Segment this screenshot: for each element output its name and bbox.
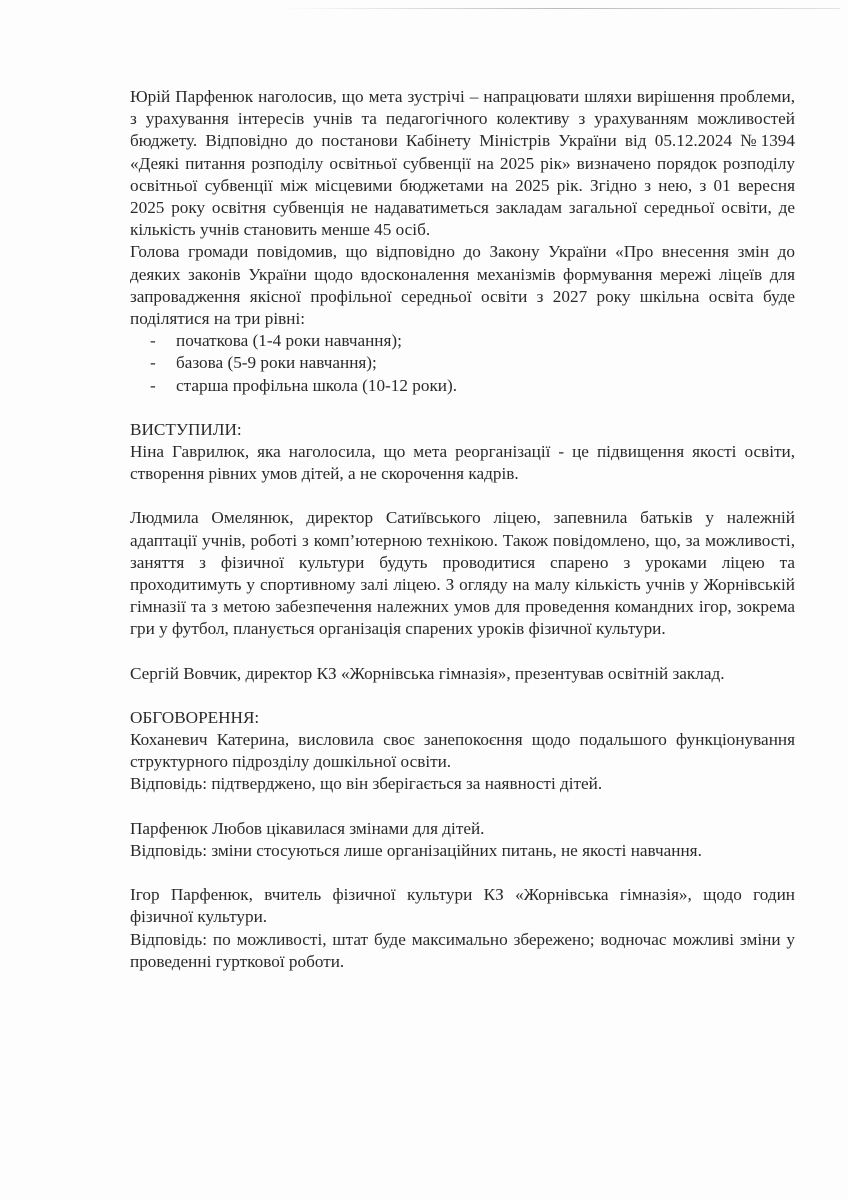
head-paragraph: Голова громади повідомив, що відповідно до Закону України «Про внесення змін до деяких законів України щодо вдосконалення механізмів формування мережі ліцеїв для запровадження якісної профільної середньої освіти з 2027 року шкільна освіта буде поділятися на три рівні:: [130, 242, 795, 329]
list-item-text: базова (5-9 роки навчання);: [176, 353, 377, 373]
discussion-answer: Відповідь: по можливості, штат буде максимально збережено; водночас можливі зміни у проведенні гурткової роботи.: [130, 929, 795, 971]
dash-bullet: -: [150, 353, 156, 373]
speakers-heading: ВИСТУПИЛИ:: [130, 419, 242, 439]
scan-edge-line: [280, 8, 840, 9]
discussion-answer: Відповідь: зміни стосуються лише організаційних питань, не якості навчання.: [130, 840, 702, 860]
discussion-question: Ігор Парфенюк, вчитель фізичної культури КЗ «Жорнівська гімназія», щодо годин фізичної культури.: [130, 885, 795, 927]
list-item-text: старша профільна школа (10-12 роки).: [176, 375, 458, 395]
discussion-answer: Відповідь: підтверджено, що він зберігається за наявності дітей.: [130, 774, 603, 794]
discussion-question: Парфенюк Любов цікавилася змінами для дітей.: [130, 818, 485, 838]
discussion-question: Коханевич Катерина, висловила своє занепокоєння щодо подальшого функціонування структурного підрозділу дошкільної освіти.: [130, 730, 795, 772]
discussion-heading: ОБГОВОРЕННЯ:: [130, 707, 260, 727]
dash-bullet: -: [150, 375, 156, 395]
list-item: [150, 375, 795, 397]
speaker-paragraph: Ніна Гаврилюк, яка наголосила, що мета реорганізації - це підвищення якості освіти, створення рівних умов дітей, а не скорочення кадрів.: [130, 442, 795, 484]
intro-paragraph: Юрій Парфенюк наголосив, що мета зустрічі – напрацювати шляхи вирішення проблеми, з урахування інтересів учнів та педагогічного колективу з урахуванням можливостей бюджету. Відповідно до постанови Кабінету Міністрів України від 05.12.2024 №1394 «Деякі питання розподілу освітньої субвенції на 2025 рік» визначено порядок розподілу освітньої субвенції між місцевими бюджетами на 2025 рік. Згідно з нею, з 01 вересня 2025 року освітня субвенція не надаватиметься закладам загальної середньої освіти, де кількість учнів становить менше 45 осіб.: [130, 87, 795, 240]
speaker-paragraph: Сергій Вовчик, директор КЗ «Жорнівська гімназія», презентував освітній заклад.: [130, 663, 725, 683]
dash-bullet: -: [150, 331, 156, 351]
list-item-text: початкова (1-4 роки навчання);: [176, 331, 402, 351]
list-item: [150, 330, 795, 352]
list-item: [150, 352, 795, 374]
document-page: [130, 86, 795, 973]
education-levels-list: [130, 330, 795, 397]
speaker-paragraph: Людмила Омелянюк, директор Сатиївського ліцею, запевнила батьків у належній адаптації учнів, роботі з комп’ютерною технікою. Також повідомлено, що, за можливості, заняття з фізичної культури будуть проводитися спарено з уроками ліцею та проходитимуть у спортивному залі ліцею. З огляду на малу кількість учнів у Жорнівській гімназії та з метою забезпечення належних умов для проведення командних ігор, зокрема гри у футбол, планується організація спарених уроків фізичної культури.: [130, 508, 795, 639]
